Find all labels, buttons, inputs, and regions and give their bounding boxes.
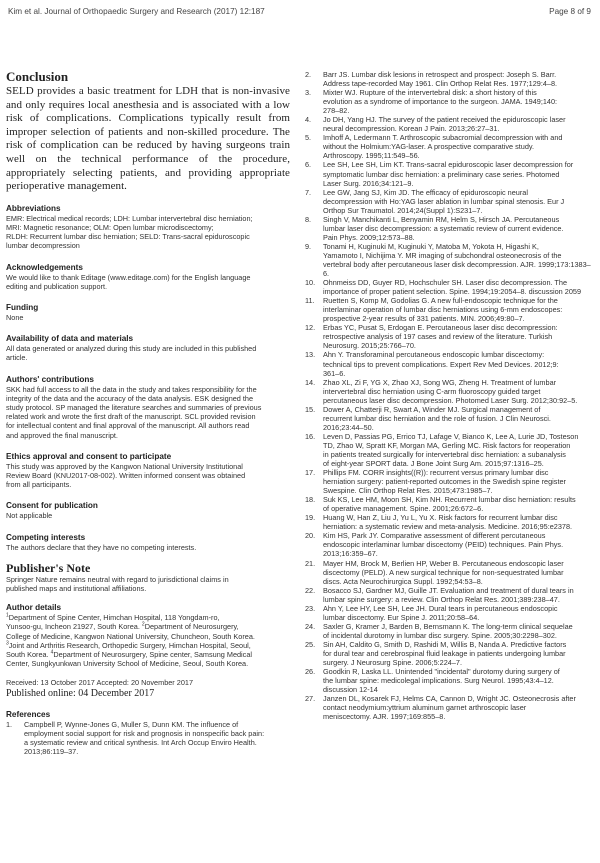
reference-line: Zhao XL, Zi F, YG X, Zhao XJ, Song WG, Zheng H. Treatment of lumbar — [323, 377, 557, 387]
reference-number: 16. — [305, 431, 316, 441]
reference-text — [323, 622, 593, 640]
reference-item — [305, 432, 593, 468]
ethics-heading: Ethics approval and consent to participate — [6, 451, 172, 461]
abbreviations-text — [6, 214, 290, 251]
reference-line: herniation: a systematic review and meta-analysis. Medicine. 2016;95:e2378. — [323, 522, 573, 532]
text-line: from all participants. — [6, 480, 72, 490]
text-line: We would like to thank Editage (www.editage.com) for the English language — [6, 272, 251, 282]
reference-number: 22. — [305, 585, 316, 595]
reference-line: of eight-year SPORT data. J Bone Joint Surg Am. 2015;97:1316–25. — [323, 459, 544, 469]
reference-text — [24, 720, 290, 756]
reference-number: 25. — [305, 639, 316, 649]
reference-item — [305, 513, 593, 531]
affil-text: Joint and Arthritis Research, Orthopedic Surgery, Himchan Hospital, Seoul, — [8, 640, 251, 650]
reference-text — [323, 323, 593, 350]
reference-item — [305, 694, 593, 721]
reference-line: discs. Acta Neurochirurgica Suppl. 1992;54:53–8. — [323, 576, 483, 586]
affil-sup: 3 — [6, 640, 9, 647]
reference-line: Pain Phys. 2009;12:573–88. — [323, 232, 415, 242]
references-left-list — [6, 720, 290, 756]
reference-line: Barr JS. Lumbar disk lesions in retrospect and prospect: Joseph S. Barr. — [323, 70, 557, 79]
reference-item — [305, 350, 593, 377]
reference-line: Address tape-recorded May 1961. Clin Orthop Relat Res. 1977;129:4–8. — [323, 79, 558, 89]
affil-text: Center, Sungkyunkwan University School of Medicine, Seoul, South Korea. — [6, 659, 249, 669]
reference-number: 4. — [305, 115, 312, 125]
reference-line: meniscectomy. AJR. 1997;169:855–8. — [323, 712, 446, 722]
reference-line: recurrent lumbar disc herniation and the role of fusion. J Clin Neurosci. — [323, 413, 551, 423]
text-line: Springer Nature remains neutral with regard to jurisdictional claims in — [6, 574, 229, 584]
reference-line: Neurosurg. 2015;25:766–70. — [323, 341, 416, 351]
reference-number: 19. — [305, 513, 316, 523]
text-line: EMR: Electrical medical records; LDH: Lumbar intervertebral disc herniation; — [6, 213, 253, 223]
affil-text: South Korea. — [6, 650, 51, 660]
reference-item — [305, 622, 593, 640]
reference-line: symptomatic lumbar disc herniation: a preliminary case series. Photomed — [323, 169, 560, 179]
reference-line: retrospective analysis of 197 cases and review of the literature. Turkish — [323, 332, 553, 342]
consent-heading: Consent for publication — [6, 501, 98, 511]
reference-item — [305, 115, 593, 133]
affil-text: College of Medicine, Kangwon National University, Chuncheon, South Korea. — [6, 631, 255, 641]
references-right-list — [305, 70, 593, 721]
reference-text — [323, 88, 593, 115]
reference-number: 24. — [305, 621, 316, 631]
text-line: article. — [6, 353, 28, 363]
reference-number: 12. — [305, 323, 316, 333]
reference-line: vertebral body after percutaneous laser disk decompression. AJR. 1999;173:1383–6. — [323, 259, 591, 279]
reference-text — [323, 604, 593, 622]
reference-text — [323, 350, 593, 377]
funding-text: None — [6, 312, 24, 322]
reference-line: discectomy (PELD). A new surgical technique for non-sequestrated lumbar — [323, 567, 564, 577]
text-line: editing and publication support. — [6, 281, 108, 291]
text-line: SKK had full access to all the data in the study and takes responsibility for the — [6, 384, 257, 394]
reference-line: 361–6. — [323, 368, 346, 378]
publisher-note-heading: Publisher's Note — [6, 560, 91, 575]
reference-number: 3. — [305, 88, 312, 98]
reference-line: percutaneous laser disc decompression. Photomed Laser Surg. 2012;30:92–5. — [323, 395, 578, 405]
reference-text — [323, 278, 593, 296]
reference-line: importance of proper patient selection. Spine. 1994;19:2054–8. discussion 2059 — [323, 287, 581, 297]
reference-line: endoscopic interlaminar lumbar discectomy (PEID) techniques. Pain Phys. — [323, 540, 564, 550]
reference-line: 278–82. — [323, 106, 350, 116]
author-details-heading: Author details — [6, 603, 62, 613]
text-line: lumbar decompression — [6, 241, 80, 251]
reference-text — [323, 405, 593, 432]
reference-line: for dural tear and cerebrospinal fluid leakage in patients undergoing lumbar — [323, 649, 566, 658]
reference-number: 20. — [305, 531, 316, 541]
consent-text: Not applicable — [6, 511, 53, 521]
reference-item — [305, 495, 593, 513]
reference-line: Huang W, Han Z, Liu J, Yu L, Yu X. Risk factors for recurrent lumbar disc — [323, 513, 558, 523]
availability-heading: Availability of data and materials — [6, 334, 134, 344]
reference-text — [323, 188, 593, 215]
reference-text — [323, 378, 593, 405]
reference-number: 23. — [305, 603, 316, 613]
reference-item — [305, 133, 593, 160]
reference-text — [323, 296, 593, 323]
reference-number: 11. — [305, 296, 315, 306]
reference-line: Suk KS, Lee HM, Moon SH, Kim NH. Recurrent lumbar disc herniation: results — [323, 495, 576, 505]
reference-item — [305, 468, 593, 495]
reference-text — [323, 432, 593, 468]
reference-item — [305, 378, 593, 405]
page-number: Page 8 of 9 — [549, 7, 591, 16]
reference-line: technical tips to prevent complications. Expert Rev Med Devices. 2012;9: — [323, 359, 559, 369]
reference-text — [323, 586, 593, 604]
reference-line: Mayer HM, Brock M, Berlien HP, Weber B. Percutaneous endoscopic laser — [323, 558, 564, 568]
ethics-text — [6, 462, 290, 490]
text-line: MRI: Magnetic resonance; OLM: Open lumbar microdiscectomy; — [6, 222, 214, 232]
text-line: and approved the final manuscript. — [6, 430, 118, 440]
published-online-date: Published online: 04 December 2017 — [6, 687, 155, 699]
reference-number: 9. — [305, 241, 312, 251]
reference-item — [305, 405, 593, 432]
reference-number: 8. — [305, 214, 312, 224]
availability-text — [6, 344, 290, 362]
reference-line: Saxler G, Kramer J, Barden B, Bernsmann K. The long-term clinical sequelae — [323, 621, 573, 631]
abbreviations-heading: Abbreviations — [6, 203, 61, 213]
reference-text — [323, 160, 593, 187]
reference-line: 2016;23:44–50. — [323, 422, 374, 432]
reference-text — [323, 495, 593, 513]
reference-text — [323, 640, 593, 667]
affil-sup: 4 — [50, 649, 54, 656]
text-line: for intellectual content and final approval of the manuscript. All authors read — [6, 421, 250, 431]
right-column — [305, 70, 593, 721]
reference-line: Ahn Y. Transforaminal percutaneous endoscopic lumbar discectomy: — [323, 350, 545, 360]
reference-line: neural decompression. Korean J Pain. 2013;26:27–31. — [323, 124, 500, 134]
reference-text — [323, 513, 593, 531]
journal-line: Kim et al. Journal of Orthopaedic Surgery and Research (2017) 12:187 — [8, 7, 265, 16]
author-details-text — [6, 613, 290, 668]
reference-line: Kim HS, Park JY. Comparative assessment of different percutaneous — [323, 531, 546, 541]
reference-line: Erbas YC, Pusat S, Erdogan E. Percutaneous laser disc decompression: — [323, 323, 558, 333]
reference-line: lumbar spine surgery: a review. Clin Orthop Relat Res. 2001;389:238–47. — [323, 594, 560, 604]
affil-sup: 1 — [6, 612, 9, 619]
reference-line: 2013;86:119–37. — [24, 747, 79, 757]
reference-line: interlaminar operation of lumbar disc herniations using 6-mm endoscopes: — [323, 305, 563, 315]
affil-sup: 2 — [141, 622, 145, 628]
reference-number: 10. — [305, 278, 316, 288]
reference-line: Bosacco SJ, Gardner MJ, Guille JT. Evaluation and treatment of dural tears in — [323, 585, 574, 595]
reference-number: 7. — [305, 187, 312, 197]
reference-line: Lee GW, Jang SJ, Kim JD. The efficacy of epiduroscopic neural — [323, 187, 528, 197]
reference-item — [305, 88, 593, 115]
reference-item — [305, 188, 593, 215]
reference-text — [323, 133, 593, 160]
reference-text — [323, 559, 593, 586]
reference-line: in patients treated surgically for intervertebral disc herniation: a subanalysis — [323, 449, 566, 459]
text-line: Review Board (KNU2017-08-002). Written informed consent was obtained — [6, 471, 246, 480]
text-line: All data generated or analyzed during this study are included in this published — [6, 344, 257, 354]
contributions-text — [6, 385, 290, 440]
text-line: related work and wrote the first draft of the manuscript. SCL provided revision — [6, 412, 256, 422]
reference-line: prospective 2-year results of 331 patients. MIN. 2006;49:80–7. — [323, 314, 525, 324]
references-heading: References — [6, 710, 51, 720]
reference-line: Campbell P, Wynne-Jones G, Muller S, Dunn KM. The influence of — [24, 720, 239, 730]
reference-item — [305, 278, 593, 296]
reference-item — [305, 160, 593, 187]
reference-line: herniation surgery: patient-reported outcomes in the Swedish spine register — [323, 477, 566, 487]
text-line — [6, 650, 290, 659]
reference-line: lumbar laser disc decompression: a systematic review of current evidence. — [323, 223, 564, 233]
text-line: This study was approved by the Kangwon National University Institutional — [6, 461, 243, 471]
text-line — [6, 641, 290, 650]
reference-line: evolution as a syndrome of importance to the surgeon. JAMA. 1949;140: — [323, 97, 558, 107]
reference-line: a systematic review and critical synthesis. Int Arch Occup Enviro Health. — [24, 738, 257, 748]
reference-item — [305, 559, 593, 586]
reference-line: Sin AH, Caldito G, Smith D, Rashidi M, Willis B, Nanda A. Predictive factors — [323, 639, 567, 649]
reference-line: TD, Zhao W, Spratt KF, Morgan MA, Gerling MC. Risk factors for reoperation — [323, 440, 571, 450]
reference-line: without the Holmium:YAG-laser. A prospective comparative study. — [323, 142, 535, 152]
reference-number: 14. — [305, 377, 316, 387]
affil-text: Department of Neurosurgery, Spine center, Samsung Medical — [53, 650, 253, 660]
text-line: RLDH: Recurrent lumbar disc herniation; SELD: Trans-sacral epiduroscopic — [6, 232, 250, 242]
contributions-heading: Authors' contributions — [6, 374, 94, 384]
reference-item — [6, 720, 290, 756]
text-line — [6, 659, 290, 668]
reference-line: intervertebral disc herniation using C-arm fluoroscopy guided target — [323, 386, 541, 396]
left-column — [6, 70, 290, 757]
reference-text — [323, 468, 593, 495]
reference-line: Ahn Y, Lee HY, Lee SH, Lee JH. Dural tears in percutaneous endoscopic — [323, 603, 558, 613]
reference-number: 18. — [305, 495, 316, 505]
reference-line: discussion 12-14 — [323, 685, 378, 695]
page-header — [0, 0, 600, 28]
received-accepted-dates: Received: 13 October 2017 Accepted: 20 November 2017 — [6, 678, 194, 688]
reference-line: Ohnmeiss DD, Guyer RD, Hochschuler SH. Laser disc decompression. The — [323, 278, 567, 288]
reference-text — [323, 667, 593, 694]
text-line: published maps and institutional affiliations. — [6, 584, 147, 594]
text-line: study protocol. SP managed the literature searches and summaries of previous — [6, 402, 262, 412]
reference-text — [323, 215, 593, 242]
text-line — [6, 622, 290, 631]
reference-number: 21. — [305, 558, 316, 568]
reference-text — [323, 70, 593, 88]
reference-line: surgery. J Neurosurg Spine. 2006;5:224–7. — [323, 658, 462, 668]
reference-number: 26. — [305, 667, 316, 677]
funding-heading: Funding — [6, 302, 39, 312]
reference-item — [305, 531, 593, 558]
text-line — [6, 632, 290, 641]
reference-line: Singh V, Manchikanti L, Benyamin RM, Helm S, Hirsch JA. Percutaneous — [323, 214, 560, 224]
reference-line: Jo DH, Yang HJ. The survey of the patient received the epiduroscopic laser — [323, 115, 566, 125]
conclusion-text: SELD provides a basic treatment for LDH that is non-invasive and only requires local anesthesia and is associated with a low risk of complications. Complications typically result from improper selection of patients and non-skilled procedure. The risk of complication can be reduced by having surgeons train well on the technical performance of the procedure, appropriately selecting patients, and providing appropriate perioperative management. — [6, 85, 290, 193]
reference-number: 17. — [305, 468, 316, 478]
reference-line: Janzen DL, Kosarek FJ, Helms CA, Cannon D, Wright JC. Osteonecrosis after — [323, 694, 576, 704]
reference-item — [305, 586, 593, 604]
reference-item — [305, 323, 593, 350]
reference-item — [305, 242, 593, 278]
reference-line: Orthop Sur Traumatol. 2014;24(Suppl 1):S231–7. — [323, 205, 483, 215]
reference-number: 5. — [305, 133, 312, 143]
reference-item — [305, 215, 593, 242]
publisher-note-text — [6, 575, 290, 593]
reference-line: Imhoff A, Ledermann T. Arthroscopic subacromial decompression with and — [323, 133, 563, 143]
reference-number: 6. — [305, 160, 312, 170]
reference-number: 15. — [305, 404, 316, 414]
reference-text — [323, 242, 593, 278]
reference-item — [305, 70, 593, 88]
reference-line: decompression with Ho:YAG laser ablation in lumbar spinal stenosis. Eur J — [323, 196, 565, 206]
reference-line: Leven D, Passias PG, Errico TJ, Lafage V, Bianco K, Lee A, Lurie JD, Tosteson — [323, 431, 579, 441]
reference-line: Phillips FM. CORR insights((R)): recurrent versus primary lumbar disc — [323, 468, 549, 478]
reference-line: Lee SH, Lee SH, Lim KT. Trans-sacral epiduroscopic laser decompression for — [323, 160, 574, 170]
reference-line: contact neodymium:yttrium aluminum garnet arthroscopic laser — [323, 703, 527, 713]
reference-line: Mixter WJ. Rupture of the intervertebral disk: a short history of this — [323, 88, 537, 98]
reference-item — [305, 604, 593, 622]
reference-item — [305, 667, 593, 694]
reference-number: 27. — [305, 694, 316, 704]
acknowledgements-heading: Acknowledgements — [6, 262, 83, 272]
reference-item — [305, 640, 593, 667]
reference-line: Yamamoto I, Nichijima Y. MR imaging of subchondral osteonecrosis of the — [323, 250, 562, 260]
reference-number: 13. — [305, 350, 316, 360]
reference-line: Ruetten S, Komp M, Godolias G. A new full-endoscopic technique for the — [323, 296, 558, 306]
affil-text: Yunsoo-gu, Incheon 21927, South Korea. — [6, 622, 142, 632]
affil-text: Department of Spine Center, Himchan Hospital, 118 Yongdam-ro, — [8, 613, 220, 623]
competing-text: The authors declare that they have no competing interests. — [6, 542, 197, 552]
reference-line: 2013;16:359–67. — [323, 549, 378, 559]
reference-line: of incidental durotomy in lumbar disc surgery. Spine. 2005;30:2298–302. — [323, 630, 557, 640]
reference-text — [323, 694, 593, 721]
conclusion-heading: Conclusion — [6, 69, 69, 84]
reference-line: Goodkin R, Laska LL. Unintended "incidental" durotomy during surgery of — [323, 667, 560, 677]
reference-line: Swespine. Clin Orthop Relat Res. 2015;473:1985–7. — [323, 486, 493, 496]
reference-text — [323, 115, 593, 133]
reference-line: of operative management. Spine. 2001;26:672–6. — [323, 504, 484, 514]
reference-number: 2. — [305, 70, 312, 79]
reference-item — [305, 296, 593, 323]
reference-line: Arthroscopy. 1995;11:549–56. — [323, 151, 420, 161]
reference-number: 1. — [6, 720, 13, 730]
reference-line: employment social support for risk and prognosis in nonspecific back pain: — [24, 729, 265, 739]
text-line: integrity of the data and the accuracy of the data analysis. ESK designed the — [6, 393, 254, 403]
acknowledgements-text — [6, 273, 290, 291]
affil-text: Department of Neurosurgery, — [144, 622, 239, 632]
reference-line: Tonami H, Kuginuki M, Kuginuki Y, Matoba M, Yokota H, Higashi K, — [323, 241, 539, 251]
reference-line: Dower A, Chatterji R, Swart A, Winder MJ. Surgical management of — [323, 404, 541, 414]
reference-line: Laser Surg. 2016;34:121–9. — [323, 178, 414, 188]
reference-text — [323, 531, 593, 558]
competing-heading: Competing interests — [6, 532, 86, 542]
reference-line: the lumbar spine: medicolegal implications. Surg Neurol. 1995;43:4–12. — [323, 676, 554, 686]
reference-line: lumbar discectomy. Eur Spine J. 2011;20:58–64. — [323, 612, 480, 622]
